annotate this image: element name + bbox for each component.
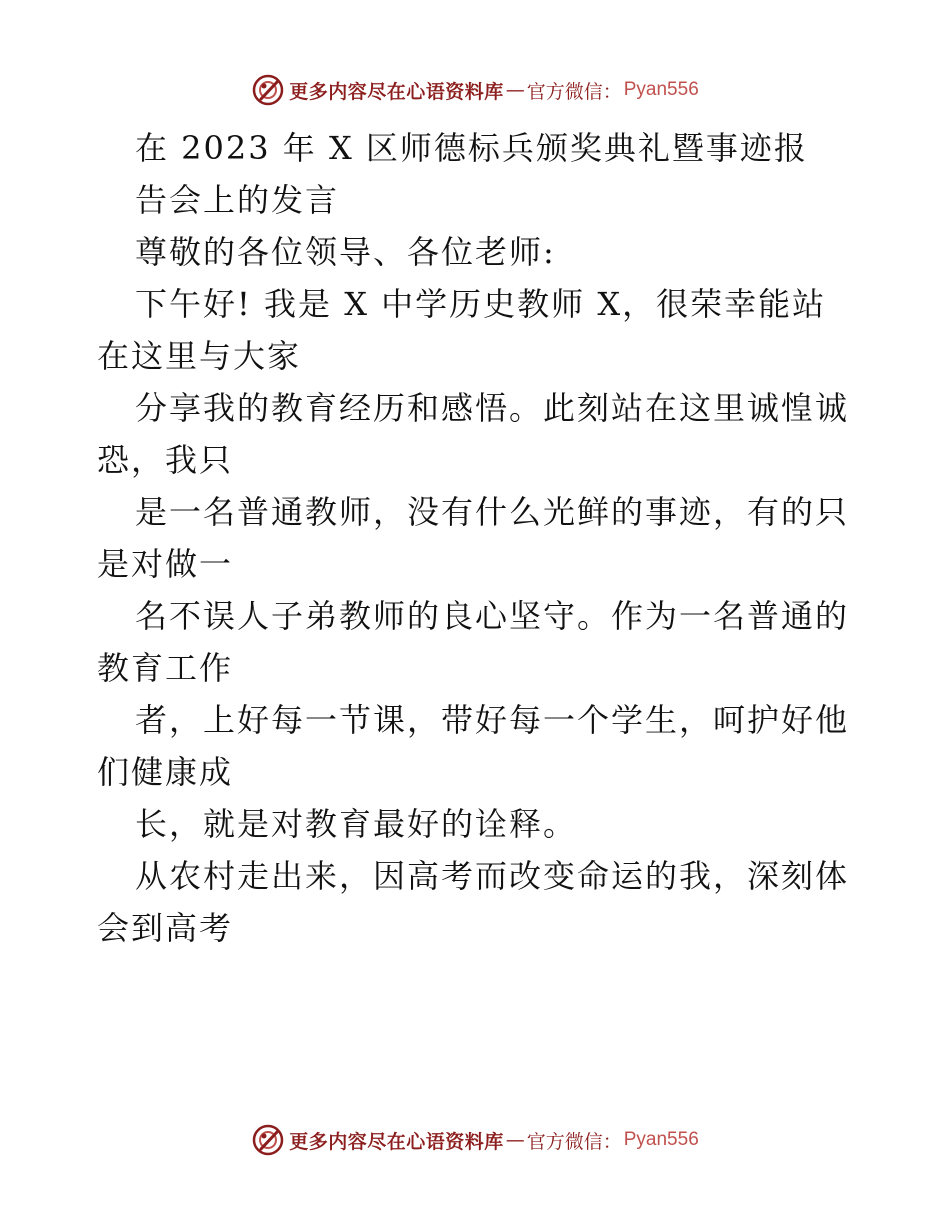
- banner-brand-text: 更多内容尽在心语资料库: [289, 80, 504, 103]
- text-line: 教育工作: [97, 649, 234, 687]
- text-line: 是一名普通教师，没有什么光鲜的事迹，有的只: [135, 493, 850, 531]
- banner-dash: —: [505, 79, 525, 101]
- banner-wechat-label: 官方微信：: [526, 80, 622, 103]
- text-line: 从农村走出来，因高考而改变命运的我，深刻体: [135, 857, 850, 895]
- banner-handle: Pyan556: [623, 79, 699, 100]
- text-line: 在 2023 年 X 区师德标兵颁奖典礼暨事迹报: [135, 129, 808, 167]
- text-line: 长，就是对教育最好的诠释。: [135, 805, 578, 843]
- banner-dash: —: [505, 1129, 525, 1151]
- header-banner: [0, 70, 950, 110]
- text-line: 是对做一: [97, 545, 234, 583]
- brand-logo-icon: [251, 1123, 285, 1157]
- text-line: 们健康成: [97, 753, 234, 791]
- text-line: 者，上好每一节课，带好每一个学生，呵护好他: [135, 701, 850, 739]
- document-body: [97, 122, 857, 954]
- footer-banner: [0, 1120, 950, 1160]
- text-line: 告会上的发言: [135, 181, 340, 219]
- text-line: 名不误人子弟教师的良心坚守。作为一名普通的: [135, 597, 850, 635]
- text-line: 下午好! 我是 X 中学历史教师 X，很荣幸能站: [135, 285, 827, 323]
- banner-brand-text: 更多内容尽在心语资料库: [289, 1130, 504, 1153]
- text-line: 尊敬的各位领导、各位老师:: [135, 233, 556, 271]
- banner-wechat-label: 官方微信：: [526, 1130, 622, 1153]
- banner-handle: Pyan556: [623, 1129, 699, 1150]
- text-line: 分享我的教育经历和感悟。此刻站在这里诚惶诚: [135, 389, 850, 427]
- text-line: 在这里与大家: [97, 337, 302, 375]
- text-line: 会到高考: [97, 909, 234, 947]
- brand-logo-icon: [251, 73, 285, 107]
- text-line: 恐，我只: [97, 441, 234, 479]
